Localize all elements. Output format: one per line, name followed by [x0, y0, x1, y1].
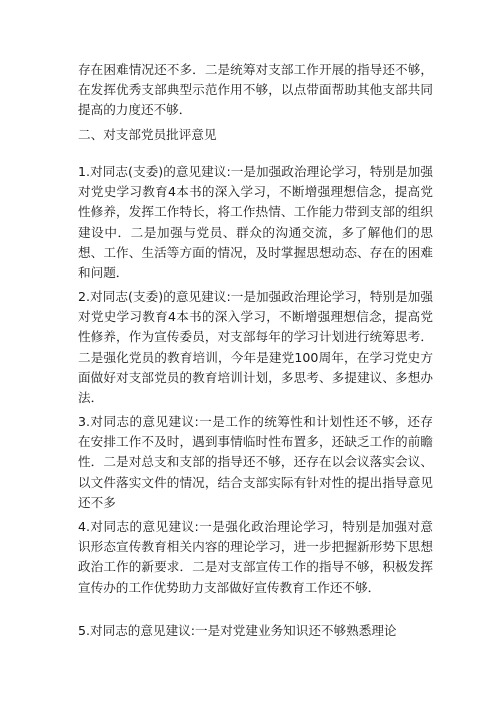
opinion-item-2: 2.对同志(支委)的意见建议:一是加强政治理论学习，特别是加强对党史学习教育4本书的深入学习，不断增强理想信念，提高党性修养，作为宣传委员，对支部每年的学习计划进行统筹思考．二是强化党员的教育培训，今年是建党100周年，在学习党史方面做好对支部党员的教育培训计划，多思考、多提建议、多想办法． [78, 289, 433, 406]
section-heading: 二、对支部党员批评意见 [78, 127, 217, 142]
opinion-item-3: 3.对同志的意见建议:一是工作的统筹性和计划性还不够，还存在安排工作不及时，遇到事情临时性布置多，还缺乏工作的前瞻性．二是对总支和支部的指导还不够，还存在以会议落实会议、以文件落实文件的情况，结合支部实际有针对性的提出指导意见还不多 [78, 414, 433, 510]
intro-paragraph: 存在困难情况还不多．二是统筹对支部工作开展的指导还不够，在发挥优秀支部典型示范作用不够，以点带面帮助其他支部共同提高的力度还不够． [78, 62, 433, 118]
opinion-item-5: 5.对同志的意见建议:一是对党建业务知识还不够熟悉理论 [78, 623, 397, 638]
opinion-item-4: 4.对同志的意见建议:一是强化政治理论学习，特别是加强对意识形态宣传教育相关内容的理论学习，进一步把握新形势下思想政治工作的新要求．二是对支部宣传工作的指导不够，积极发挥宣传办的工作优势助力支部做好宣传教育工作还不够． [78, 519, 433, 595]
opinion-item-1: 1.对同志(支委)的意见建议:一是加强政治理论学习，特别是加强对党史学习教育4本书的深入学习，不断增强理想信念，提高党性修养，发挥工作特长，将工作热情、工作能力带到支部的组织建设中．二是加强与党员、群众的沟通交流，多了解他们的思想、工作、生活等方面的情况，及时掌握思想动态、存在的困难和问题． [78, 164, 433, 281]
